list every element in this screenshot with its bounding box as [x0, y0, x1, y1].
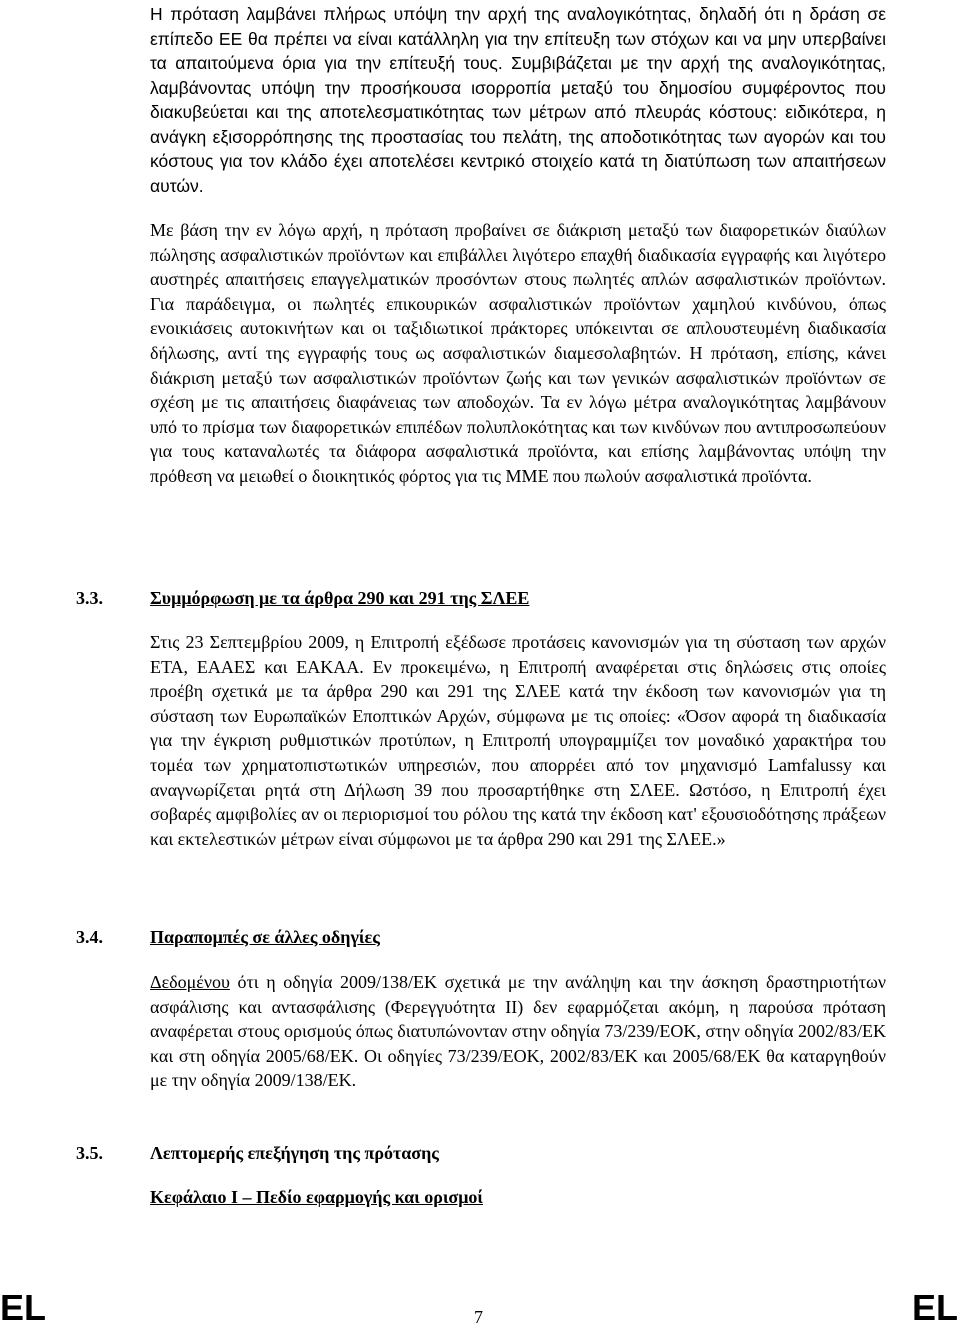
section-title-3-3: Συμμόρφωση με τα άρθρα 290 και 291 της ΣΛΕΕ [150, 588, 530, 608]
chapter-heading: Κεφάλαιο Ι – Πεδίο εφαρμογής και ορισμοί [150, 1187, 483, 1207]
section-number-3-3: 3.3. [76, 588, 103, 608]
paragraph-other-directives-text: ότι η οδηγία 2009/138/ΕΚ σχετικά με την ανάληψη και την άσκηση δραστηριοτήτων ασφάλισης και αντασφάλισης (Φερεγγυότητα ΙΙ) δεν εφαρμόζεται ακόμη, η παρούσα πρόταση αναφέρεται στους ορισμούς όπως διατυπώνονταν στην οδηγία 73/239/ΕΟΚ, στην οδηγία 2002/83/ΕΚ και στη οδηγία 2005/68/ΕΚ. Οι οδηγίες 73/239/ΕΟΚ, 2002/83/ΕΚ και 2005/68/ΕΚ θα καταργηθούν με την οδηγία 2009/138/ΕΚ. [150, 972, 886, 1091]
paragraph-proportionality: Η πρόταση λαμβάνει πλήρως υπόψη την αρχή της αναλογικότητας, δηλαδή ότι η δράση σε επίπεδο ΕΕ θα πρέπει να είναι κατάλληλη για την επίτευξη των στόχων και να μην υπερβαίνει τα απαιτούμενα όρια για την επίτευξή τους. Συμβιβάζεται με την αρχή της αναλογικότητας, λαμβάνοντας υπόψη την προσήκουσα ισορροπία μεταξύ του δημοσίου συμφέροντος που διακυβεύεται και της αποτελεσματικότητας των μέτρων από πλευράς κόστους: ειδικότερα, η ανάγκη εξισορρόπησης της προστασίας του πελάτη, της αποδοτικότητας των αγορών και του κόστους για τον κλάδο έχει αποτελέσει κεντρικό στοιχείο κατά τη διατύπωση των απαιτήσεων αυτών. [150, 4, 886, 196]
paragraph-distribution-channels: Με βάση την εν λόγω αρχή, η πρόταση προβαίνει σε διάκριση μεταξύ των διαφορετικών διαύλων πώλησης ασφαλιστικών προϊόντων και επιβάλλει λιγότερο επαχθή διαδικασία εγγραφής και λιγότερο αυστηρές απαιτήσεις επαγγελματικών προσόντων στους πωλητές απλών ασφαλιστικών προϊόντων. Για παράδειγμα, οι πωλητές επικουρικών ασφαλιστικών προϊόντων χαμηλού κινδύνου, όπως ενοικιάσεις αυτοκινήτων και οι ταξιδιωτικοί πράκτορες υπόκεινται σε απλουστευμένη διαδικασία δήλωσης, αντί της εγγραφής τους ως ασφαλιστικών διαμεσολαβητών. Η πρόταση, επίσης, κάνει διάκριση μεταξύ των ασφαλιστικών προϊόντων ζωής και των γενικών ασφαλιστικών προϊόντων σε σχέση με τις απαιτήσεις διαφάνειας των αποδοχών. Τα εν λόγω μέτρα αναλογικότητας λαμβάνουν υπό το πρίσμα των διαφορετικών επιπέδων πολυπλοκότητας και των κινδύνων που αντιπροσωπεύουν για τους καταναλωτές τα διάφορα ασφαλιστικά προϊόντα, και επίσης λαμβάνοντας υπόψη την πρόθεση να μειωθεί ο διοικητικός φόρτος για τις ΜΜΕ που πωλούν ασφαλιστικά προϊόντα. [150, 220, 886, 486]
underlined-word: Δεδομένου [150, 972, 230, 992]
paragraph-other-directives [150, 970, 886, 1093]
footer-language-right: EL [911, 1287, 958, 1328]
section-title-3-5: Λεπτομερής επεξήγηση της πρότασης [150, 1143, 439, 1163]
paragraph-articles-290-291: Στις 23 Σεπτεμβρίου 2009, η Επιτροπή εξέδωσε προτάσεις κανονισμών για τη σύσταση των αρχών ΕΤΑ, ΕΑΑΕΣ και ΕΑΚΑΑ. Εν προκειμένω, η Επιτροπή αναφέρεται στις δηλώσεις στις οποίες προέβη σχετικά με τα άρθρα 290 και 291 της ΣΛΕΕ κατά την έκδοση των κανονισμών για τη σύσταση των Ευρωπαϊκών Εποπτικών Αρχών, σύμφωνα με τις οποίες: «Όσον αφορά τη διαδικασία για την έγκριση ρυθμιστικών προτύπων, η Επιτροπή υπογραμμίζει τον μοναδικό χαρακτήρα του τομέα των χρηματοπιστωτικών υπηρεσιών, που απορρέει από τον μηχανισμό Lamfalussy και αναγνωρίζεται ρητά στη Δήλωση 39 που προσαρτήθηκε στη ΣΛΕΕ. Ωστόσο, η Επιτροπή έχει σοβαρές αμφιβολίες αν οι περιορισμοί του ρόλου της κατά την έκδοση κατ' εξουσιοδότησης πράξεων και εκτελεστικών μέτρων είναι σύμφωνοι με τα άρθρα 290 και 291 της ΣΛΕΕ.» [150, 632, 886, 849]
page-number: 7 [474, 1307, 483, 1327]
section-title-3-4: Παραπομπές σε άλλες οδηγίες [150, 927, 380, 947]
section-number-3-5: 3.5. [76, 1143, 103, 1163]
footer-language-left: EL [0, 1287, 47, 1328]
section-number-3-4: 3.4. [76, 927, 103, 947]
